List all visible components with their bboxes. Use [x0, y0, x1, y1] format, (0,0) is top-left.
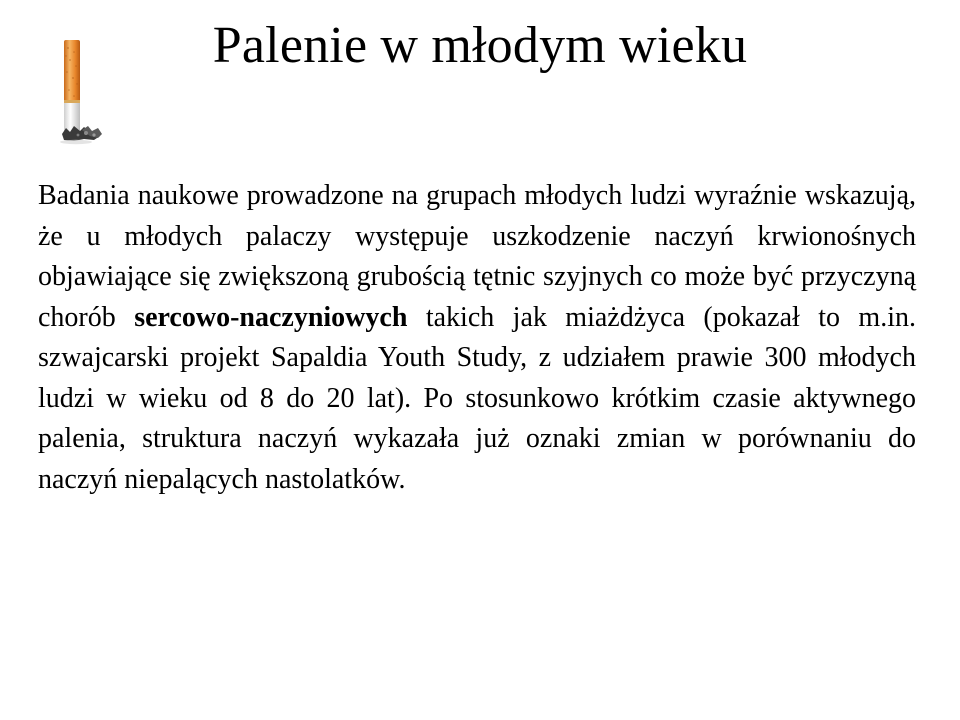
- body-text-emphasis: sercowo-naczyniowych: [134, 301, 408, 333]
- body-paragraph: [38, 176, 916, 500]
- body-text-intro: Badania naukowe prowadzone na grupach młodych ludzi wyraźnie wskazują, że u młodych palaczy występuje uszkodzenie naczyń krwionośnych objawiające się zwiększoną grubością tętnic szyjnych co może być przyczyną chorób: [38, 180, 916, 333]
- slide-title: Palenie w młodym wieku: [212, 17, 748, 74]
- body-text-rest: takich jak miażdżyca (pokazał to m.in. szwajcarski projekt Sapaldia Youth Study, z udziałem prawie 300 młodych ludzi w wieku od 8 do 20 lat). Po stosunkowo krótkim czasie aktywnego palenia, struktura naczyń wykazała już oznaki zmian w porównaniu do naczyń niepalących nastolatków.: [38, 301, 916, 495]
